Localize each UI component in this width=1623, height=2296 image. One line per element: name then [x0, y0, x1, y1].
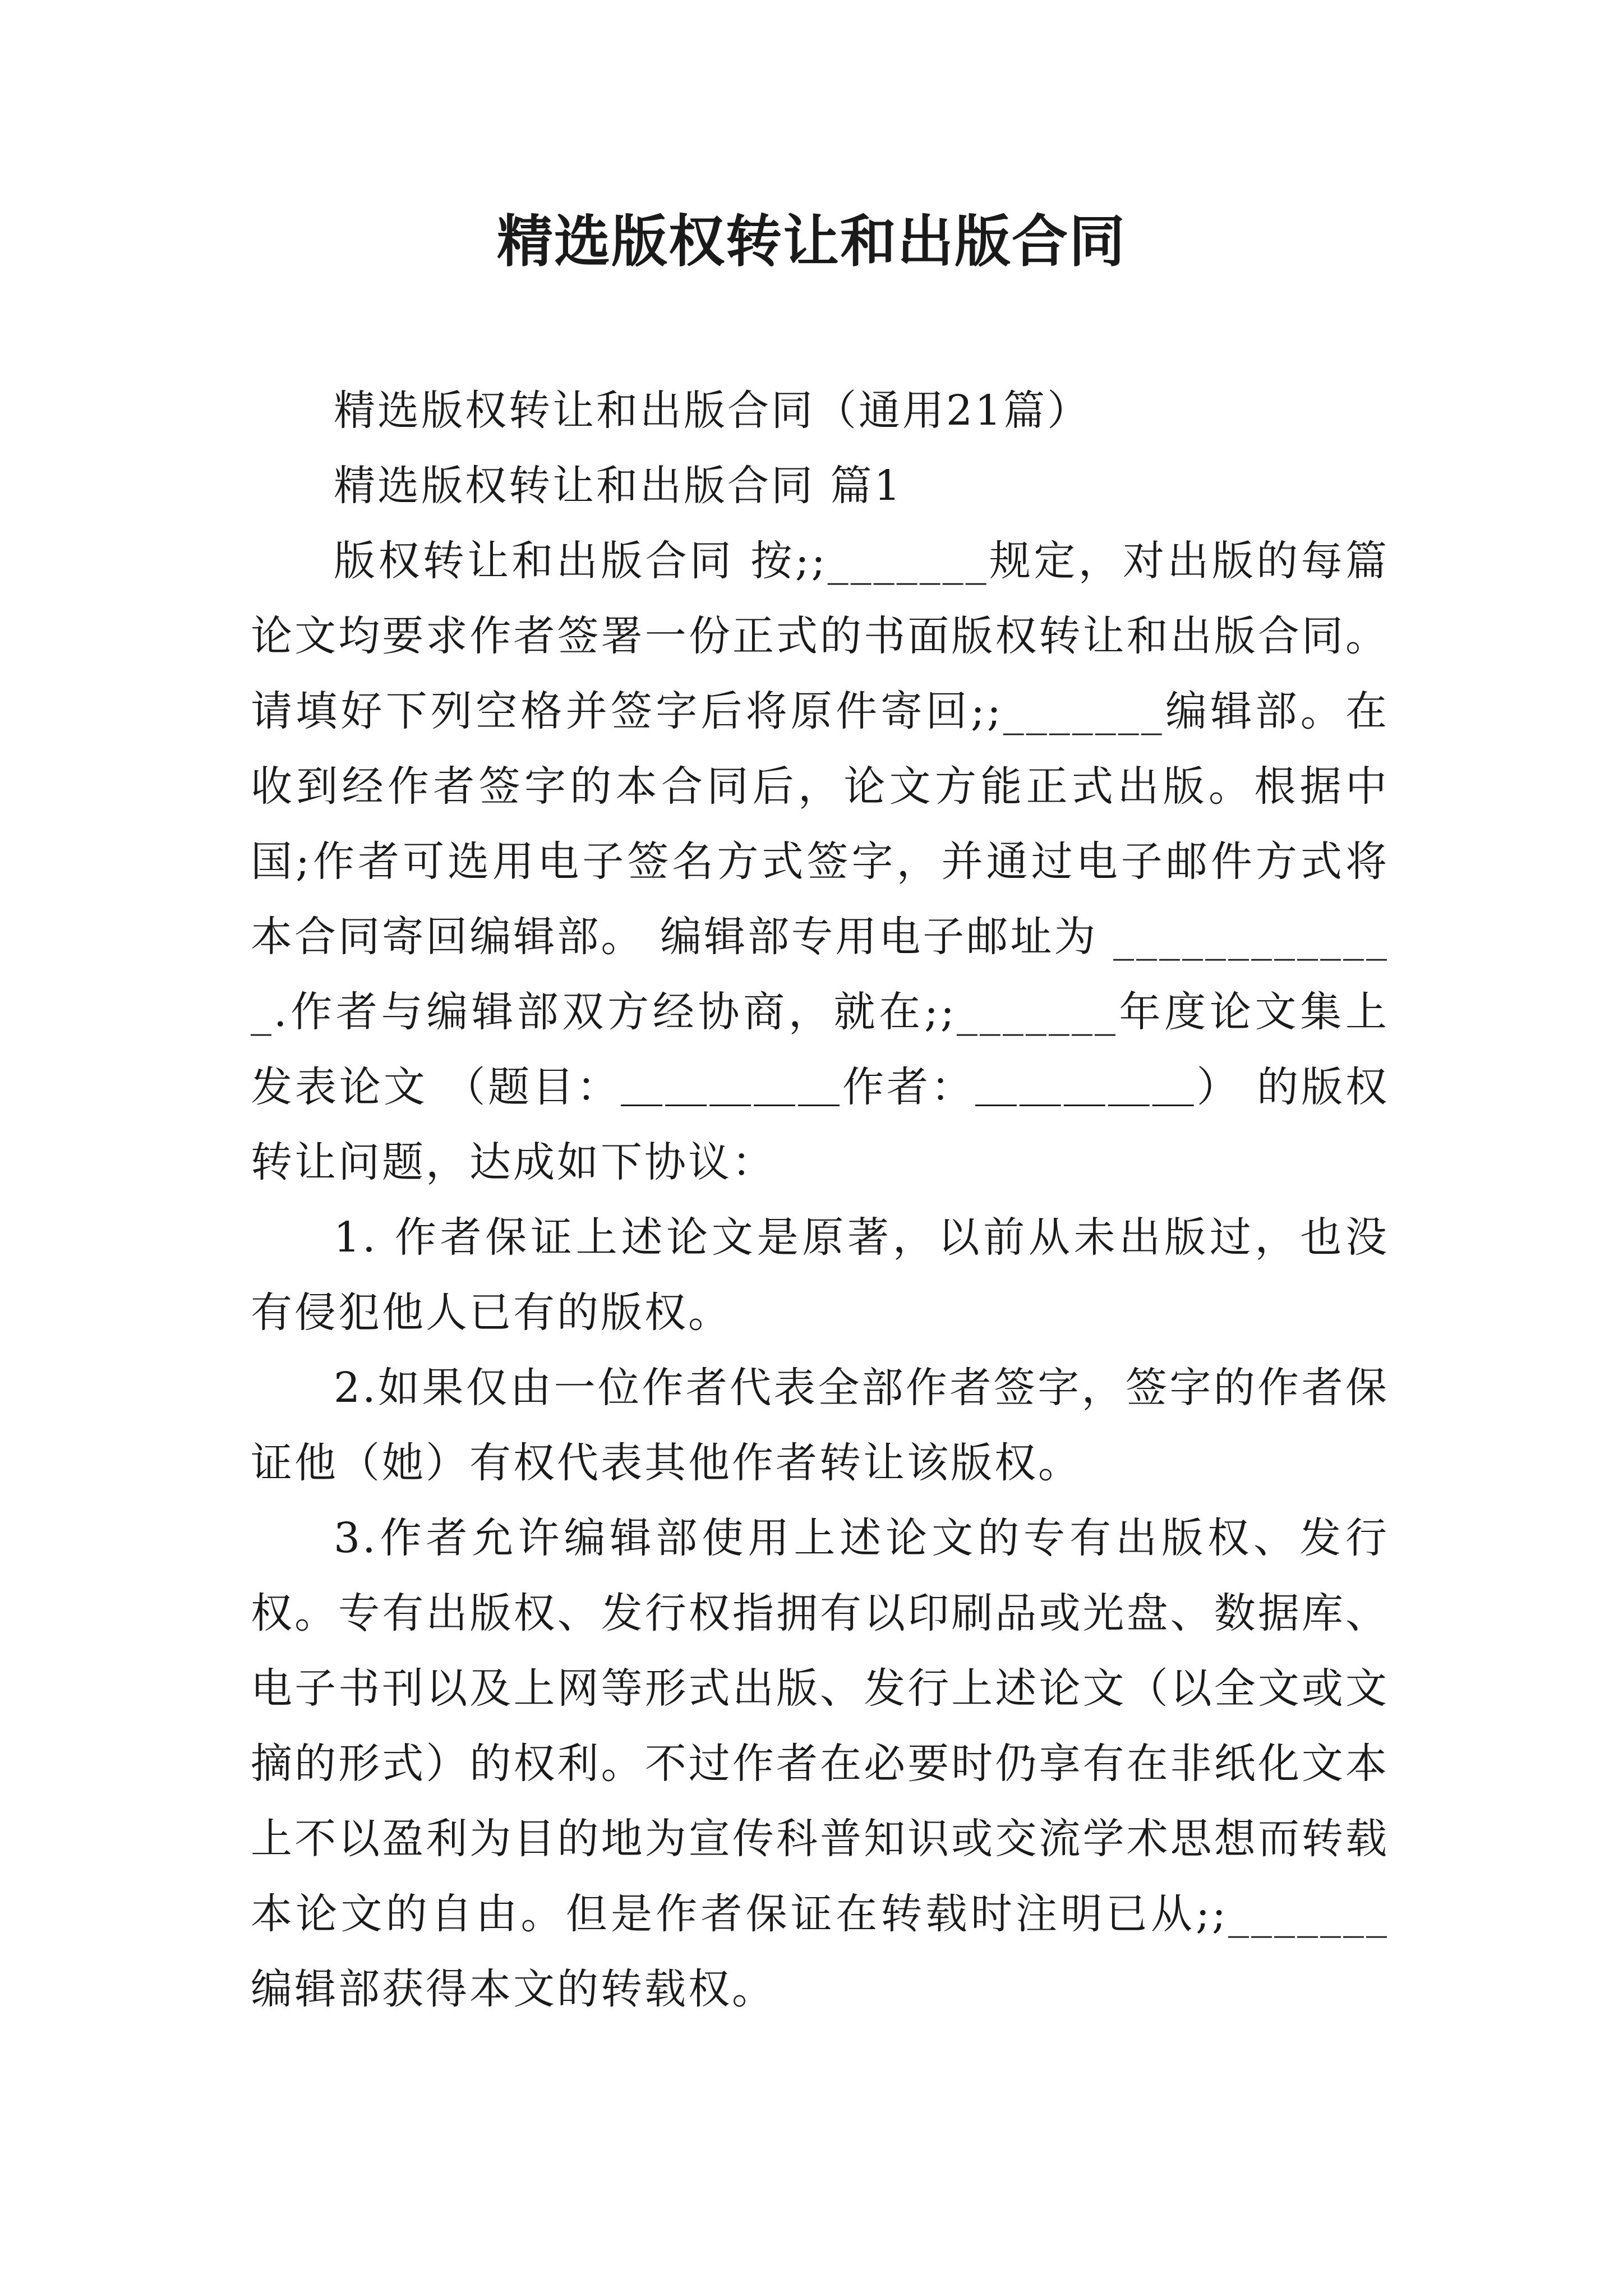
paragraph-clause-3: 3.作者允许编辑部使用上述论文的专有出版权、发行权。专有出版权、发行权指拥有以印刷品或光盘、数据库、电子书刊以及上网等形式出版、发行上述论文（以全文或文摘的形式）的权利。不过作者在必要时仍享有在非纸化文本上不以盈利为目的地为宣传科普知识或交流学术思想而转载本论文的自由。但是作者保证在转载时注明已从;;_______编辑部获得本文的转载权。 — [251, 1514, 1389, 2013]
document-body — [251, 373, 1389, 2027]
paragraph-subtitle: 精选版权转让和出版合同（通用21篇） — [334, 386, 1091, 435]
paragraph-clause-1: 1. 作者保证上述论文是原著，以前从未出版过，也没有侵犯他人已有的版权。 — [251, 1213, 1389, 1337]
paragraph-clause-2: 2.如果仅由一位作者代表全部作者签字，签字的作者保证他（她）有权代表其他作者转让该版权。 — [251, 1364, 1389, 1487]
paragraph-preamble: 版权转让和出版合同 按;;_______规定，对出版的每篇论文均要求作者签署一份正式的书面版权转让和出版合同。请填好下列空格并签字后将原件寄回;;_______编辑部。在收到经作者签字的本合同后，论文方能正式出版。根据中国;作者可选用电子签名方式签字，并通过电子邮件方式将本合同寄回编辑部。 编辑部专用电子邮址为 _____________.作者与编辑部双方经协商，就在;;_______年度论文集上发表论文 （题目：＿＿＿＿＿作者：＿＿＿＿＿） 的版权转让问题，达成如下协议： — [251, 537, 1389, 1186]
document-title: 精选版权转让和出版合同 — [497, 208, 1126, 274]
paragraph-section-heading: 精选版权转让和出版合同 篇1 — [334, 462, 903, 510]
